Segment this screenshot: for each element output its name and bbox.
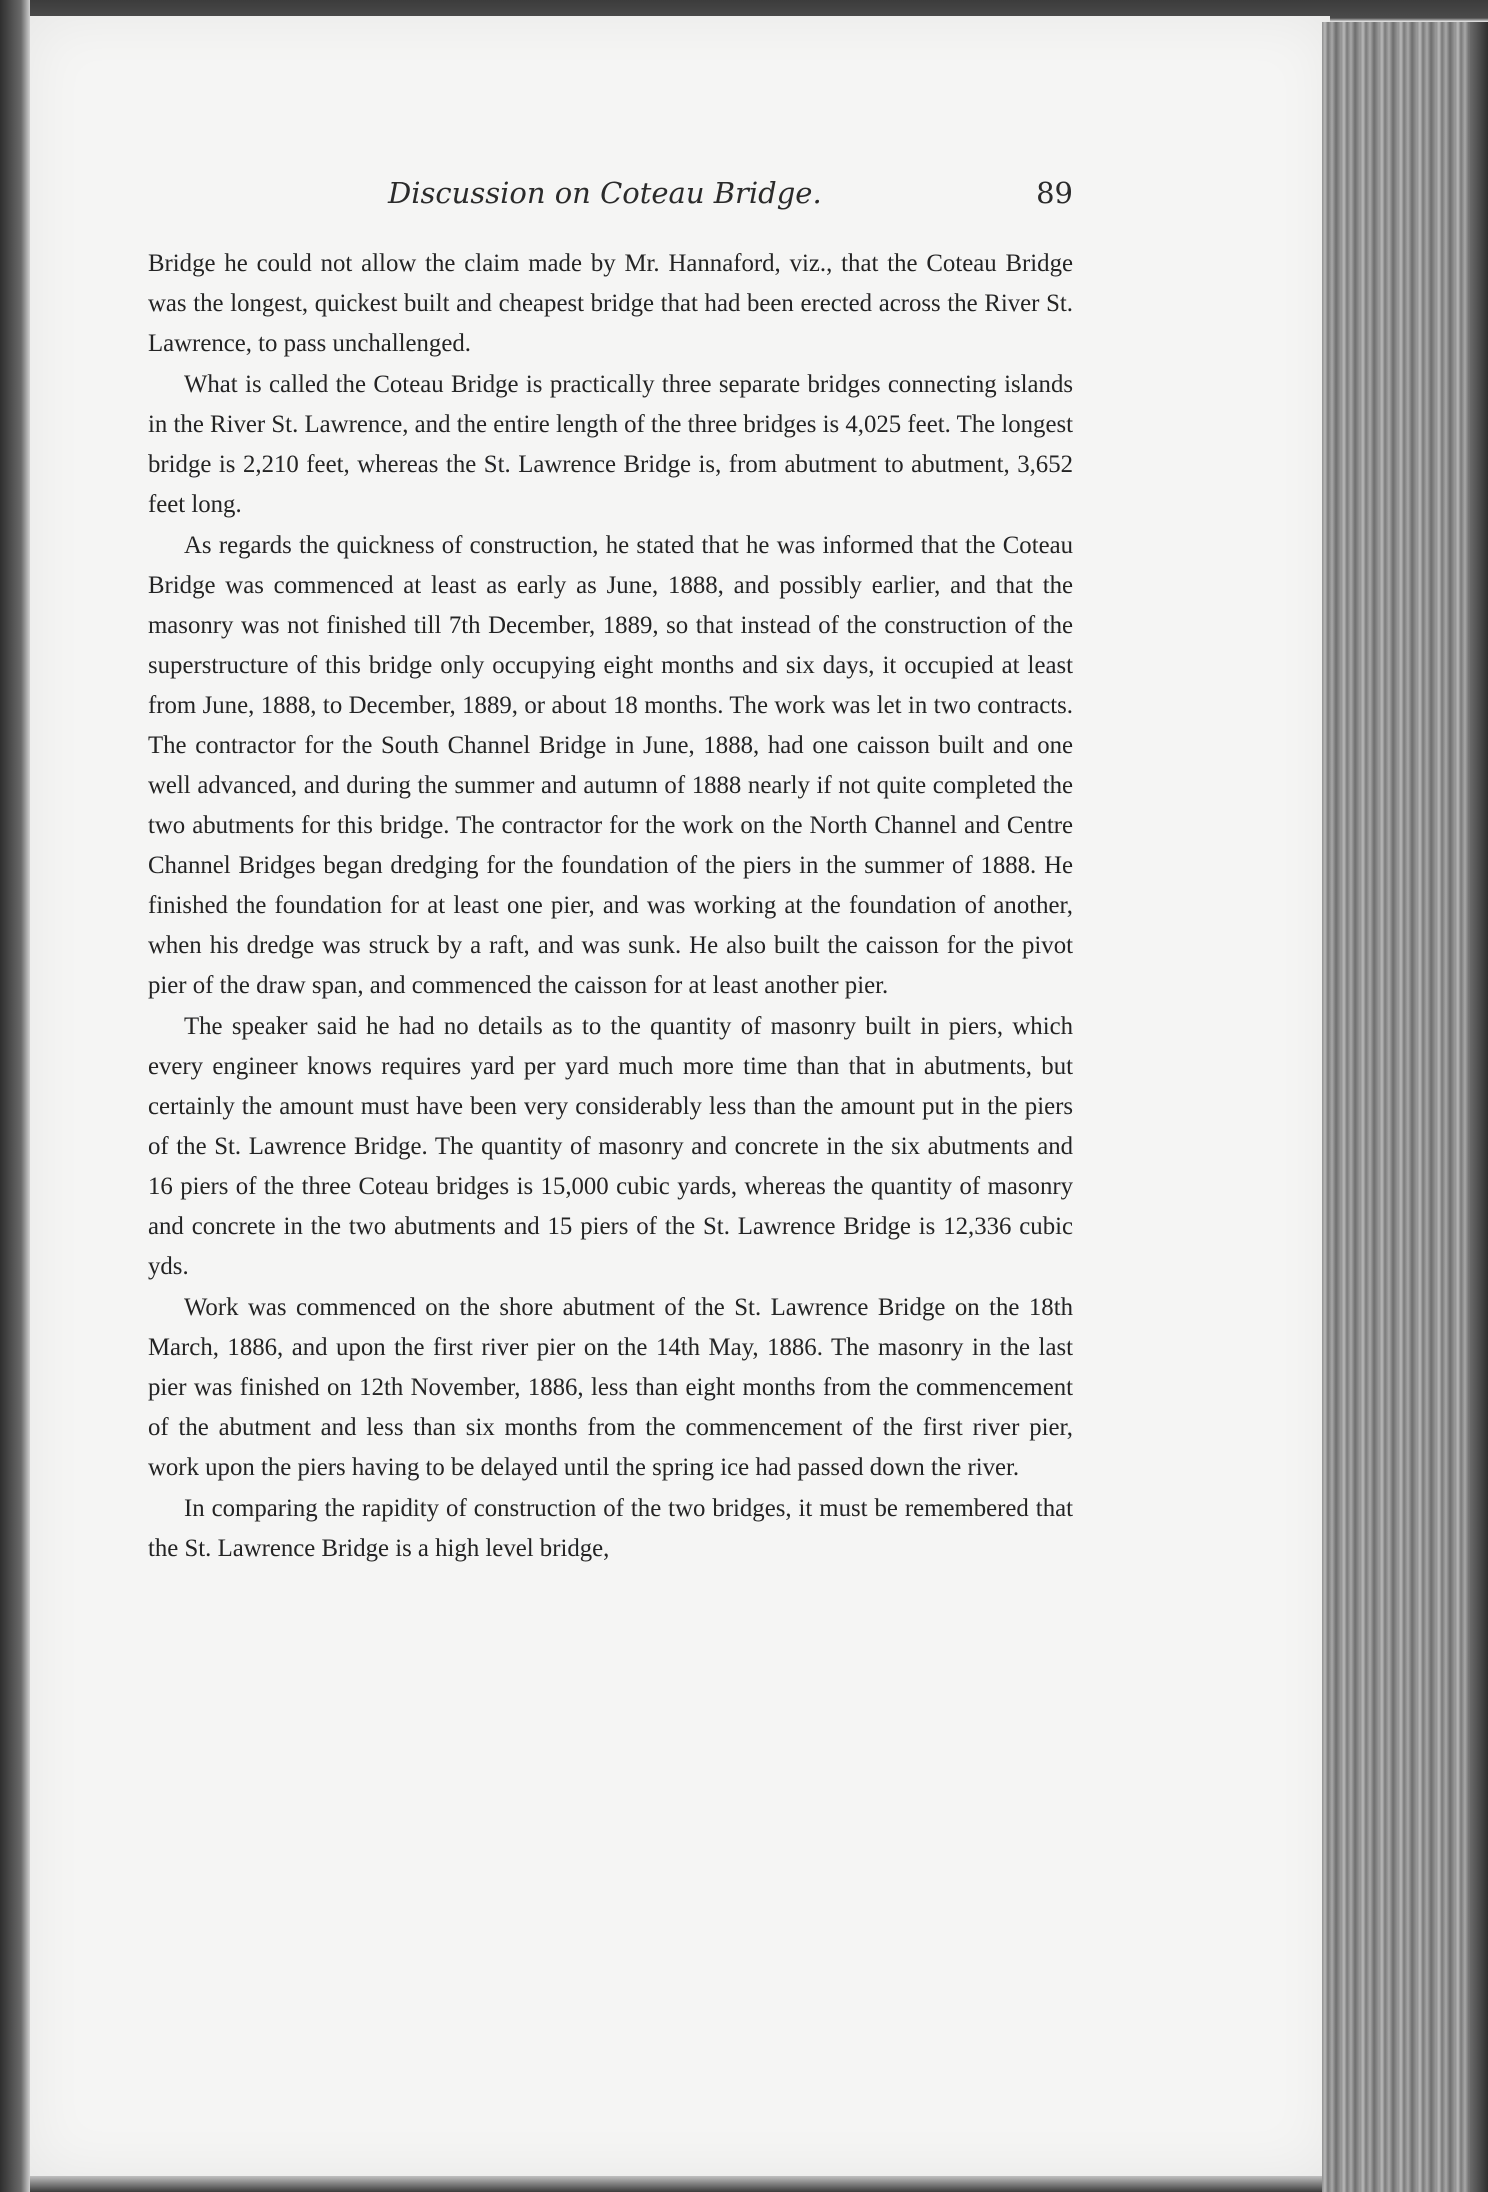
page-number: 89: [1036, 176, 1073, 210]
paragraph: Bridge he could not allow the claim made by Mr. Hannaford, viz., that the Coteau Bridge was the longest, quickest built and cheapest bridge that had been erected across the River St. Lawrence, to pass unchallenged.: [148, 250, 1073, 357]
binding-edge: [0, 0, 30, 2192]
running-header: [388, 176, 1073, 210]
running-title: Discussion on Coteau Bridge.: [388, 176, 822, 210]
body-text: [148, 244, 1073, 1570]
paragraph: What is called the Coteau Bridge is practically three separate bridges connecting islands in the River St. Lawrence, and the entire length of the three bridges is 4,025 feet. The longest bridge is 2,210 feet, whereas the St. Lawrence Bridge is, from abutment to abutment, 3,652 feet long.: [148, 371, 1073, 518]
paragraph: Work was commenced on the shore abutment of the St. Lawrence Bridge on the 18th March, 1886, and upon the first river pier on the 14th May, 1886. The masonry in the last pier was finished on 12th November, 1886, less than eight months from the commencement of the abutment and less than six months from the commencement of the first river pier, work upon the piers having to be delayed until the spring ice had passed down the river.: [148, 1294, 1073, 1481]
paragraph: The speaker said he had no details as to the quantity of masonry built in piers, which every engineer knows requires yard per yard much more time than that in abutments, but certainly the amount must have been very considerably less than the amount put in the piers of the St. Lawrence Bridge. The quantity of masonry and concrete in the six abutments and 16 piers of the three Coteau bridges is 15,000 cubic yards, whereas the quantity of masonry and concrete in the two abutments and 15 piers of the St. Lawrence Bridge is 12,336 cubic yds.: [148, 1013, 1073, 1280]
paragraph: As regards the quickness of construction, he stated that he was informed that the Coteau Bridge was commenced at least as early as June, 1888, and possibly earlier, and that the masonry was not finished till 7th December, 1889, so that instead of the construction of the superstructure of this bridge only occupying eight months and six days, it occupied at least from June, 1888, to December, 1889, or about 18 months. The work was let in two contracts. The contractor for the South Channel Bridge in June, 1888, had one caisson built and one well advanced, and during the summer and autumn of 1888 nearly if not quite completed the two abutments for this bridge. The contractor for the work on the North Channel and Centre Channel Bridges began dredging for the foundation of the piers in the summer of 1888. He finished the foundation for at least one pier, and was working at the foundation of another, when his dredge was struck by a raft, and was sunk. He also built the caisson for the pivot pier of the draw span, and commenced the caisson for at least another pier.: [148, 532, 1073, 999]
page-stack-edge: [1322, 22, 1488, 2192]
paragraph: In comparing the rapidity of construction of the two bridges, it must be remembered that the St. Lawrence Bridge is a high level bridge,: [148, 1495, 1073, 1562]
